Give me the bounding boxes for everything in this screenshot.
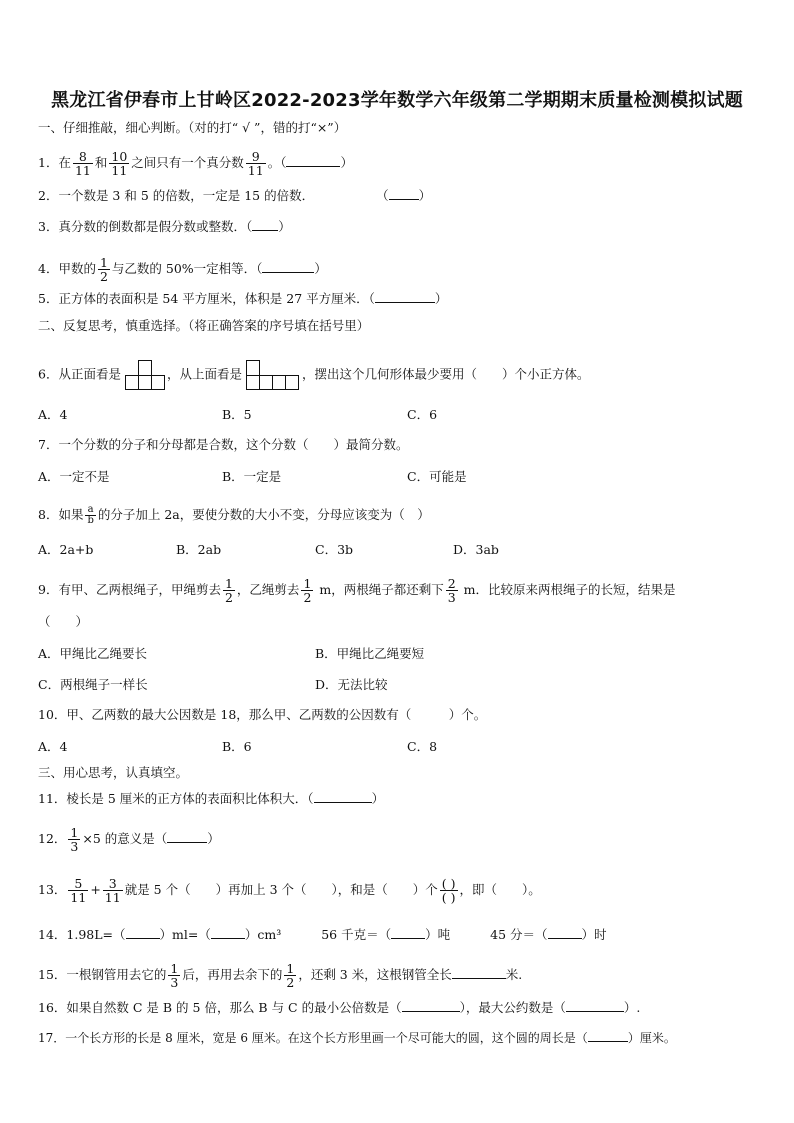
top-view-figure (246, 359, 302, 391)
answer-blank[interactable] (126, 938, 160, 939)
answer-blank[interactable] (262, 272, 314, 273)
page-title: 黑龙江省伊春市上甘岭区2022-2023学年数学六年级第二学期期末质量检测模拟试题 (51, 90, 743, 111)
option-b[interactable]: B．一定是 (222, 469, 282, 484)
fraction: $\frac{3}{11}$ (104, 876, 121, 905)
question-5: 5．正方体的表面积是 54 平方厘米，体积是 27 平方厘米．（ ） (38, 291, 448, 306)
option-b[interactable]: B．5 (222, 407, 252, 422)
question-7: 7．一个分数的分子和分母都是合数，这个分数（ ）最简分数。 (38, 437, 409, 452)
question-11: 11．棱长是 5 厘米的正方体的表面积比体积大．（ ） (38, 791, 385, 806)
section-3-heading: 三、用心思考，认真填空。 (38, 765, 189, 780)
question-1: 1．在 $\frac{8}{11}$ 和 $\frac{10}{11}$ 之间只有一个真分数 $\frac{9}{11}$ 。（ ） (38, 149, 353, 178)
question-17: 17．一个长方形的长是 8 厘米，宽是 6 厘米。在这个长方形里画一个尽可能大的圆，这个圆的周长是（ ）厘米。 (38, 1031, 676, 1045)
fraction: $\frac{9}{11}$ (247, 149, 264, 178)
question-12: 12． $\frac{1}{3}$ ×5 的意义是（ ） (38, 825, 220, 854)
question-10: 10．甲、乙两数的最大公因数是 18，那么甲、乙两数的公因数有（ ）个。 (38, 707, 487, 722)
option-a[interactable]: A．甲绳比乙绳要长 (38, 646, 148, 661)
answer-blank[interactable] (286, 166, 340, 167)
question-6: 6．从正面看是 ，从上面看是 ，摆出这个几何形体最少要用（ ）个小正方体。 (38, 359, 589, 391)
fraction: $\frac{8}{11}$ (74, 149, 91, 178)
question-9-continued: （ ） (38, 614, 89, 629)
option-a[interactable]: A．4 (38, 407, 68, 422)
option-b[interactable]: B．2ab (176, 542, 222, 557)
question-4: 4．甲数的 $\frac{1}{2}$ 与乙数的 50%一定相等．（ ） (38, 255, 327, 284)
fraction: $\frac{5}{11}$ (70, 876, 87, 905)
fraction: $\frac{2}{3}$ (447, 576, 456, 605)
option-a[interactable]: A．4 (38, 739, 68, 754)
question-9: 9．有甲、乙两根绳子，甲绳剪去 $\frac{1}{2}$ ，乙绳剪去 $\frac{1}{2}$ m，两根绳子都还剩下 $\frac{2}{3}$ m．比较原来两根绳子的长短，结果是 (38, 576, 676, 605)
question-2: 2．一个数是 3 和 5 的倍数，一定是 15 的倍数． （ ） (38, 188, 432, 203)
fraction: $\frac{1}{3}$ (70, 825, 79, 854)
question-16: 16．如果自然数 C 是 B 的 5 倍，那么 B 与 C 的最小公倍数是（ ），最大公约数是（ ）. (38, 1000, 641, 1015)
option-c[interactable]: C．6 (407, 407, 438, 422)
option-d[interactable]: D．3ab (453, 542, 499, 557)
front-view-figure (125, 359, 167, 391)
option-c[interactable]: C．两根绳子一样长 (38, 677, 148, 692)
section-2-heading: 二、反复思考，慎重选择。（将正确答案的序号填在括号里） (38, 318, 370, 333)
fraction: $\frac{1}{2}$ (99, 255, 108, 284)
section-1-heading: 一、仔细推敲，细心判断。（对的打“ √ ”，错的打“×”） (38, 120, 347, 135)
answer-blank[interactable] (452, 978, 506, 979)
option-b[interactable]: B．甲绳比乙绳要短 (315, 646, 425, 661)
answer-blank[interactable] (314, 802, 372, 803)
answer-blank[interactable] (375, 302, 435, 303)
fraction: $\frac{1}{2}$ (224, 576, 233, 605)
fraction: $\frac{1}{2}$ (286, 961, 295, 990)
answer-blank[interactable] (548, 938, 582, 939)
question-8: 8．如果 $\frac{a}{b}$ 的分子加上 2a，要使分数的大小不变，分母应该变为（ ） (38, 504, 430, 526)
fraction: $\frac{a}{b}$ (87, 504, 94, 526)
option-a[interactable]: A．一定不是 (38, 469, 110, 484)
fraction: $\frac{1}{3}$ (170, 961, 179, 990)
answer-blank[interactable] (252, 230, 278, 231)
option-c[interactable]: C．8 (407, 739, 438, 754)
answer-blank[interactable] (566, 1011, 624, 1012)
question-13: 13． $\frac{5}{11}$ + $\frac{3}{11}$ 就是 5 个（ ）再加上 3 个（ ），和是（ ）个 $\frac{( )}{( )}$ ，即（ ）。 (38, 876, 541, 905)
question-14: 14．1.98L=（ ）ml=（ ）cm³ 56 千克＝（ ）吨 45 分＝（ ）时 (38, 927, 607, 942)
answer-blank[interactable] (391, 938, 425, 939)
answer-blank[interactable] (389, 199, 419, 200)
question-3: 3．真分数的倒数都是假分数或整数．（ ） (38, 219, 291, 234)
fraction-blank[interactable]: $\frac{( )}{( )}$ (441, 876, 456, 905)
answer-blank[interactable] (402, 1011, 460, 1012)
answer-blank[interactable] (588, 1041, 628, 1042)
option-c[interactable]: C．可能是 (407, 469, 467, 484)
option-d[interactable]: D．无法比较 (315, 677, 388, 692)
question-15: 15．一根钢管用去它的 $\frac{1}{3}$ 后，再用去余下的 $\frac{1}{2}$ ，还剩 3 米，这根钢管全长 米. (38, 961, 523, 990)
option-a[interactable]: A．2a+b (38, 542, 94, 557)
answer-blank[interactable] (167, 842, 207, 843)
option-c[interactable]: C．3b (315, 542, 354, 557)
option-b[interactable]: B．6 (222, 739, 252, 754)
answer-blank[interactable] (211, 938, 245, 939)
fraction: $\frac{10}{11}$ (111, 149, 128, 178)
fraction: $\frac{1}{2}$ (303, 576, 312, 605)
